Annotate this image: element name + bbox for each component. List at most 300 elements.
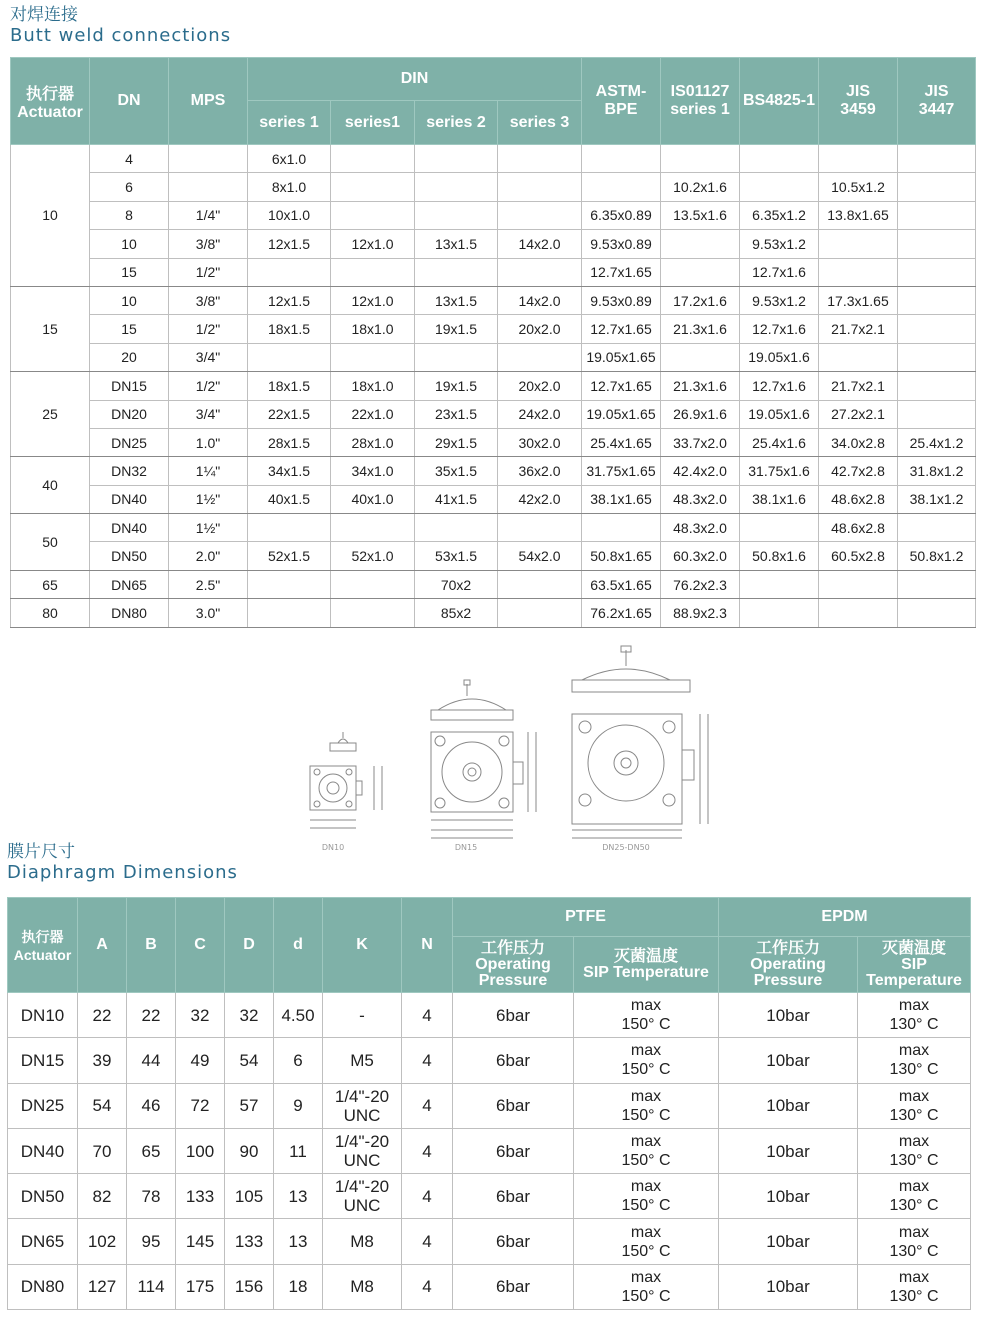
- cell-n: 4: [402, 1083, 453, 1128]
- table-cell: 12x1.5: [248, 230, 331, 258]
- table-cell: [898, 599, 976, 627]
- cell-a: 82: [78, 1174, 127, 1219]
- section2-title-en: Diaphragm Dimensions: [7, 862, 238, 883]
- table-cell: 70x2: [415, 570, 498, 598]
- cell-d: 13: [274, 1219, 323, 1264]
- t2-header-actuator: 执行器 Actuator: [8, 898, 78, 993]
- table-cell: [740, 570, 819, 598]
- table-cell: 12.7x1.6: [740, 315, 819, 343]
- table-cell: 8: [90, 201, 169, 229]
- table-cell: 21.3x1.6: [661, 315, 740, 343]
- table-cell: [498, 258, 582, 286]
- table-cell: [331, 145, 415, 173]
- table-cell: 42x2.0: [498, 485, 582, 513]
- table-row: [11, 514, 976, 542]
- cell-d: 4.50: [274, 993, 323, 1038]
- cell-ptfe-temperature: max 150° C: [574, 1219, 719, 1264]
- table-cell: [740, 173, 819, 201]
- cell-ptfe-pressure: 6bar: [453, 1219, 574, 1264]
- table-cell: [582, 173, 661, 201]
- table-cell: [819, 343, 898, 371]
- table-cell: 1½": [169, 485, 248, 513]
- cell-ptfe-pressure: 6bar: [453, 993, 574, 1038]
- table-cell: 6.35x0.89: [582, 201, 661, 229]
- table-cell: 2.0": [169, 542, 248, 570]
- cell-a: 39: [78, 1038, 127, 1083]
- table-cell: 48.3x2.0: [661, 514, 740, 542]
- table-cell: DN50: [90, 542, 169, 570]
- table-cell: 30x2.0: [498, 428, 582, 456]
- table-cell: [898, 230, 976, 258]
- table-cell: [331, 599, 415, 627]
- cell-k: M8: [323, 1219, 402, 1264]
- table-cell: 12.7x1.65: [582, 372, 661, 400]
- table-cell: [331, 201, 415, 229]
- table-cell: 12.7x1.65: [582, 258, 661, 286]
- cell-a: 70: [78, 1128, 127, 1173]
- table-cell: 21.7x2.1: [819, 372, 898, 400]
- table-cell: 36x2.0: [498, 457, 582, 485]
- drawing-label-dn25-dn50: DN25-DN50: [602, 843, 650, 852]
- table-cell: 13.5x1.6: [661, 201, 740, 229]
- cell-d: 90: [225, 1128, 274, 1173]
- table-cell: 10: [90, 286, 169, 314]
- diaphragm-drawings: [300, 640, 720, 860]
- cell-b: 78: [127, 1174, 176, 1219]
- table-cell: [898, 286, 976, 314]
- butt-weld-table: [10, 57, 976, 628]
- table-row: [11, 428, 976, 456]
- cell-epdm-temperature: max 130° C: [858, 1083, 971, 1128]
- drawing-dn15: [431, 680, 536, 838]
- table-cell: 15: [90, 258, 169, 286]
- section-title-cn: 对焊连接: [10, 5, 78, 25]
- cell-epdm-pressure: 10bar: [719, 1128, 858, 1173]
- cell-a: 127: [78, 1264, 127, 1309]
- cell-b: 46: [127, 1083, 176, 1128]
- table-cell: [415, 514, 498, 542]
- cell-k: M8: [323, 1264, 402, 1309]
- table-cell: 50.8x1.65: [582, 542, 661, 570]
- table-cell: 50.8x1.6: [740, 542, 819, 570]
- table-row: [11, 173, 976, 201]
- table-cell: 12x1.0: [331, 230, 415, 258]
- table-cell: 6: [90, 173, 169, 201]
- t2-header-epdm-temperature: 灭菌温度 SIP Temperature: [858, 937, 971, 993]
- table-cell: 19.05x1.65: [582, 343, 661, 371]
- cell-k: 1/4"-20 UNC: [323, 1083, 402, 1128]
- table-cell: [898, 570, 976, 598]
- table-cell: [898, 145, 976, 173]
- header-bs: BS4825-1: [740, 58, 819, 145]
- diaphragm-table: [7, 897, 971, 1310]
- header-iso: IS01127 series 1: [661, 58, 740, 145]
- cell-dn: DN15: [8, 1038, 78, 1083]
- table-cell: [898, 201, 976, 229]
- table-cell: [248, 599, 331, 627]
- cell-epdm-temperature: max 130° C: [858, 1219, 971, 1264]
- table-cell: 48.6x2.8: [819, 485, 898, 513]
- cell-k: -: [323, 993, 402, 1038]
- table-cell: 6.35x1.2: [740, 201, 819, 229]
- table-cell: 14x2.0: [498, 286, 582, 314]
- cell-dn: DN25: [8, 1083, 78, 1128]
- table-row: [8, 1219, 971, 1264]
- table-cell: 1/4": [169, 201, 248, 229]
- table-cell: 1½": [169, 514, 248, 542]
- cell-d: 13: [274, 1174, 323, 1219]
- table-cell: [498, 201, 582, 229]
- header-din-series-3: series 3: [498, 101, 582, 145]
- table-cell: [248, 343, 331, 371]
- table-cell: 34x1.0: [331, 457, 415, 485]
- table-row: [11, 542, 976, 570]
- table-cell: 52x1.0: [331, 542, 415, 570]
- table-cell: 18x1.5: [248, 372, 331, 400]
- table-cell: [248, 258, 331, 286]
- table-cell: DN65: [90, 570, 169, 598]
- cell-epdm-temperature: max 130° C: [858, 1038, 971, 1083]
- table-cell: 13x1.5: [415, 230, 498, 258]
- table-cell: 10: [90, 230, 169, 258]
- cell-c: 49: [176, 1038, 225, 1083]
- cell-n: 4: [402, 1038, 453, 1083]
- table-row: [11, 258, 976, 286]
- cell-b: 22: [127, 993, 176, 1038]
- t2-header-epdm: EPDM: [719, 898, 971, 937]
- table-cell: 20x2.0: [498, 372, 582, 400]
- table-cell: 1.0": [169, 428, 248, 456]
- table-cell: 60.5x2.8: [819, 542, 898, 570]
- table-cell: 31.75x1.65: [582, 457, 661, 485]
- table-cell: 3.0": [169, 599, 248, 627]
- header-mps: MPS: [169, 58, 248, 145]
- table-cell: 54x2.0: [498, 542, 582, 570]
- table-cell: 10.2x1.6: [661, 173, 740, 201]
- header-astm: ASTM- BPE: [582, 58, 661, 145]
- table-cell: 19x1.5: [415, 372, 498, 400]
- table-cell: 13.8x1.65: [819, 201, 898, 229]
- table-cell: 53x1.5: [415, 542, 498, 570]
- cell-a: 54: [78, 1083, 127, 1128]
- cell-ptfe-temperature: max 150° C: [574, 1174, 719, 1219]
- cell-c: 100: [176, 1128, 225, 1173]
- cell-n: 4: [402, 1264, 453, 1309]
- t2-header-d: D: [225, 898, 274, 993]
- table-cell: [415, 258, 498, 286]
- table-cell: 12.7x1.6: [740, 258, 819, 286]
- table-cell: 4: [90, 145, 169, 173]
- table-cell: [415, 201, 498, 229]
- t2-header-b: B: [127, 898, 176, 993]
- table-cell: [331, 173, 415, 201]
- table-cell: 20: [90, 343, 169, 371]
- table-cell: [498, 514, 582, 542]
- actuator-cell: 10: [11, 145, 90, 287]
- table-cell: [661, 145, 740, 173]
- table-cell: 9.53x1.2: [740, 286, 819, 314]
- table-cell: [498, 145, 582, 173]
- cell-c: 72: [176, 1083, 225, 1128]
- header-din-series-2: series 2: [415, 101, 498, 145]
- cell-epdm-temperature: max 130° C: [858, 993, 971, 1038]
- table-cell: 12x1.5: [248, 286, 331, 314]
- cell-a: 22: [78, 993, 127, 1038]
- table-cell: [498, 570, 582, 598]
- cell-ptfe-pressure: 6bar: [453, 1038, 574, 1083]
- cell-dn: DN65: [8, 1219, 78, 1264]
- cell-n: 4: [402, 1219, 453, 1264]
- table-cell: DN20: [90, 400, 169, 428]
- table-cell: [819, 570, 898, 598]
- table-cell: [819, 230, 898, 258]
- t2-header-epdm-pressure: 工作压力 Operating Pressure: [719, 937, 858, 993]
- cell-ptfe-temperature: max 150° C: [574, 1038, 719, 1083]
- table-cell: 6x1.0: [248, 145, 331, 173]
- table-cell: [498, 599, 582, 627]
- table-cell: 19.05x1.65: [582, 400, 661, 428]
- table-cell: DN40: [90, 485, 169, 513]
- cell-ptfe-pressure: 6bar: [453, 1264, 574, 1309]
- cell-d: 57: [225, 1083, 274, 1128]
- cell-c: 133: [176, 1174, 225, 1219]
- table-cell: 42.7x2.8: [819, 457, 898, 485]
- table-cell: 3/8": [169, 286, 248, 314]
- cell-ptfe-temperature: max 150° C: [574, 1128, 719, 1173]
- table-cell: [898, 372, 976, 400]
- cell-d: 105: [225, 1174, 274, 1219]
- table-cell: [331, 570, 415, 598]
- cell-epdm-pressure: 10bar: [719, 1038, 858, 1083]
- table-row: [8, 1264, 971, 1309]
- table-row: [11, 286, 976, 314]
- cell-epdm-pressure: 10bar: [719, 1264, 858, 1309]
- section-title-diaphragm: [7, 842, 238, 884]
- table-cell: [498, 173, 582, 201]
- table-cell: 22x1.5: [248, 400, 331, 428]
- table-row: [11, 485, 976, 513]
- table-cell: DN25: [90, 428, 169, 456]
- table-row: [11, 570, 976, 598]
- cell-b: 114: [127, 1264, 176, 1309]
- header-din-series-1: series 1: [248, 101, 331, 145]
- header-dn: DN: [90, 58, 169, 145]
- cell-n: 4: [402, 1174, 453, 1219]
- table-cell: 24x2.0: [498, 400, 582, 428]
- table-cell: 17.3x1.65: [819, 286, 898, 314]
- table-cell: [740, 599, 819, 627]
- cell-ptfe-temperature: max 150° C: [574, 1083, 719, 1128]
- header-din-series-1b: series1: [331, 101, 415, 145]
- table-cell: DN40: [90, 514, 169, 542]
- section-title-butt-weld: [10, 5, 231, 47]
- table-cell: 88.9x2.3: [661, 599, 740, 627]
- cell-d: 11: [274, 1128, 323, 1173]
- cell-dn: DN40: [8, 1128, 78, 1173]
- table-cell: 1/2": [169, 372, 248, 400]
- t2-header-d-small: d: [274, 898, 323, 993]
- table-cell: 23x1.5: [415, 400, 498, 428]
- table-row: [11, 343, 976, 371]
- table-cell: 19.05x1.6: [740, 400, 819, 428]
- table-cell: [582, 514, 661, 542]
- table-cell: [819, 599, 898, 627]
- cell-epdm-pressure: 10bar: [719, 1174, 858, 1219]
- t2-header-c: C: [176, 898, 225, 993]
- table-cell: 9.53x1.2: [740, 230, 819, 258]
- table-cell: [331, 514, 415, 542]
- table-cell: [415, 145, 498, 173]
- table-cell: 15: [90, 315, 169, 343]
- cell-epdm-temperature: max 130° C: [858, 1264, 971, 1309]
- table-cell: DN15: [90, 372, 169, 400]
- table-cell: 34x1.5: [248, 457, 331, 485]
- table-row: [11, 372, 976, 400]
- header-jis3447: JIS 3447: [898, 58, 976, 145]
- table-cell: 33.7x2.0: [661, 428, 740, 456]
- table-cell: 22x1.0: [331, 400, 415, 428]
- cell-d: 54: [225, 1038, 274, 1083]
- table-cell: 13x1.5: [415, 286, 498, 314]
- table-cell: 63.5x1.65: [582, 570, 661, 598]
- table-cell: 14x2.0: [498, 230, 582, 258]
- table-row: [11, 315, 976, 343]
- table-cell: [898, 173, 976, 201]
- table-cell: 19.05x1.6: [740, 343, 819, 371]
- cell-ptfe-temperature: max 150° C: [574, 993, 719, 1038]
- table-cell: [898, 343, 976, 371]
- table-row: [11, 457, 976, 485]
- header-jis3459: JIS 3459: [819, 58, 898, 145]
- actuator-cell: 40: [11, 457, 90, 514]
- cell-ptfe-pressure: 6bar: [453, 1128, 574, 1173]
- table-cell: [898, 315, 976, 343]
- table-cell: 21.7x2.1: [819, 315, 898, 343]
- table-cell: [819, 258, 898, 286]
- table-cell: 17.2x1.6: [661, 286, 740, 314]
- cell-n: 4: [402, 1128, 453, 1173]
- table-cell: 18x1.5: [248, 315, 331, 343]
- section-title-en: Butt weld connections: [10, 25, 232, 46]
- table-cell: 42.4x2.0: [661, 457, 740, 485]
- cell-d: 6: [274, 1038, 323, 1083]
- table-cell: 28x1.5: [248, 428, 331, 456]
- cell-dn: DN80: [8, 1264, 78, 1309]
- table-cell: 25.4x1.2: [898, 428, 976, 456]
- drawing-label-dn15: DN15: [454, 843, 478, 852]
- cell-k: M5: [323, 1038, 402, 1083]
- cell-b: 65: [127, 1128, 176, 1173]
- table-cell: 35x1.5: [415, 457, 498, 485]
- table-cell: 12.7x1.6: [740, 372, 819, 400]
- table-row: [8, 1083, 971, 1128]
- cell-d: 18: [274, 1264, 323, 1309]
- table-cell: 20x2.0: [498, 315, 582, 343]
- cell-d: 133: [225, 1219, 274, 1264]
- table-cell: 2.5": [169, 570, 248, 598]
- table-cell: 1/2": [169, 258, 248, 286]
- table-cell: [169, 173, 248, 201]
- cell-dn: DN50: [8, 1174, 78, 1219]
- section2-title-cn: 膜片尺寸: [7, 842, 75, 862]
- table-cell: [498, 343, 582, 371]
- table-cell: 9.53x0.89: [582, 286, 661, 314]
- actuator-cell: 80: [11, 599, 90, 627]
- table-cell: [898, 258, 976, 286]
- header-actuator: 执行器 Actuator: [11, 58, 90, 145]
- table-row: [11, 230, 976, 258]
- table-cell: [740, 145, 819, 173]
- drawing-dn25-dn50: [572, 646, 708, 838]
- cell-b: 95: [127, 1219, 176, 1264]
- table-cell: [415, 343, 498, 371]
- table-cell: [582, 145, 661, 173]
- cell-c: 145: [176, 1219, 225, 1264]
- table-cell: [331, 258, 415, 286]
- table-cell: 38.1x1.2: [898, 485, 976, 513]
- table-row: [8, 1128, 971, 1173]
- cell-epdm-temperature: max 130° C: [858, 1174, 971, 1219]
- table-cell: 25.4x1.65: [582, 428, 661, 456]
- table-row: [8, 1038, 971, 1083]
- table-cell: 34.0x2.8: [819, 428, 898, 456]
- table-cell: 18x1.0: [331, 315, 415, 343]
- table-cell: 85x2: [415, 599, 498, 627]
- table-cell: [898, 514, 976, 542]
- actuator-cell: 15: [11, 286, 90, 371]
- table-cell: 1¼": [169, 457, 248, 485]
- actuator-cell: 25: [11, 372, 90, 457]
- table-cell: 50.8x1.2: [898, 542, 976, 570]
- table-cell: 40x1.5: [248, 485, 331, 513]
- t2-header-ptfe-pressure: 工作压力 Operating Pressure: [453, 937, 574, 993]
- table-cell: 25.4x1.6: [740, 428, 819, 456]
- actuator-cell: 65: [11, 570, 90, 598]
- table-row: [11, 201, 976, 229]
- table-row: [8, 1174, 971, 1219]
- table-cell: 8x1.0: [248, 173, 331, 201]
- table-cell: 48.3x2.0: [661, 485, 740, 513]
- t2-header-a: A: [78, 898, 127, 993]
- table-cell: [819, 145, 898, 173]
- cell-epdm-pressure: 10bar: [719, 993, 858, 1038]
- table-cell: [248, 570, 331, 598]
- cell-d: 156: [225, 1264, 274, 1309]
- table-cell: [661, 343, 740, 371]
- drawing-label-dn10: DN10: [321, 843, 345, 852]
- table-cell: 10x1.0: [248, 201, 331, 229]
- cell-ptfe-temperature: max 150° C: [574, 1264, 719, 1309]
- table-cell: 38.1x1.6: [740, 485, 819, 513]
- table-cell: DN80: [90, 599, 169, 627]
- table-cell: 52x1.5: [248, 542, 331, 570]
- cell-epdm-pressure: 10bar: [719, 1083, 858, 1128]
- table-cell: 3/8": [169, 230, 248, 258]
- cell-n: 4: [402, 993, 453, 1038]
- table-cell: 1/2": [169, 315, 248, 343]
- table-cell: 3/4": [169, 343, 248, 371]
- table-cell: [415, 173, 498, 201]
- table-cell: 76.2x2.3: [661, 570, 740, 598]
- table-cell: 18x1.0: [331, 372, 415, 400]
- table-cell: DN32: [90, 457, 169, 485]
- cell-ptfe-pressure: 6bar: [453, 1083, 574, 1128]
- table-cell: 31.8x1.2: [898, 457, 976, 485]
- cell-dn: DN10: [8, 993, 78, 1038]
- table-cell: [661, 230, 740, 258]
- table-cell: [898, 400, 976, 428]
- table-cell: [169, 145, 248, 173]
